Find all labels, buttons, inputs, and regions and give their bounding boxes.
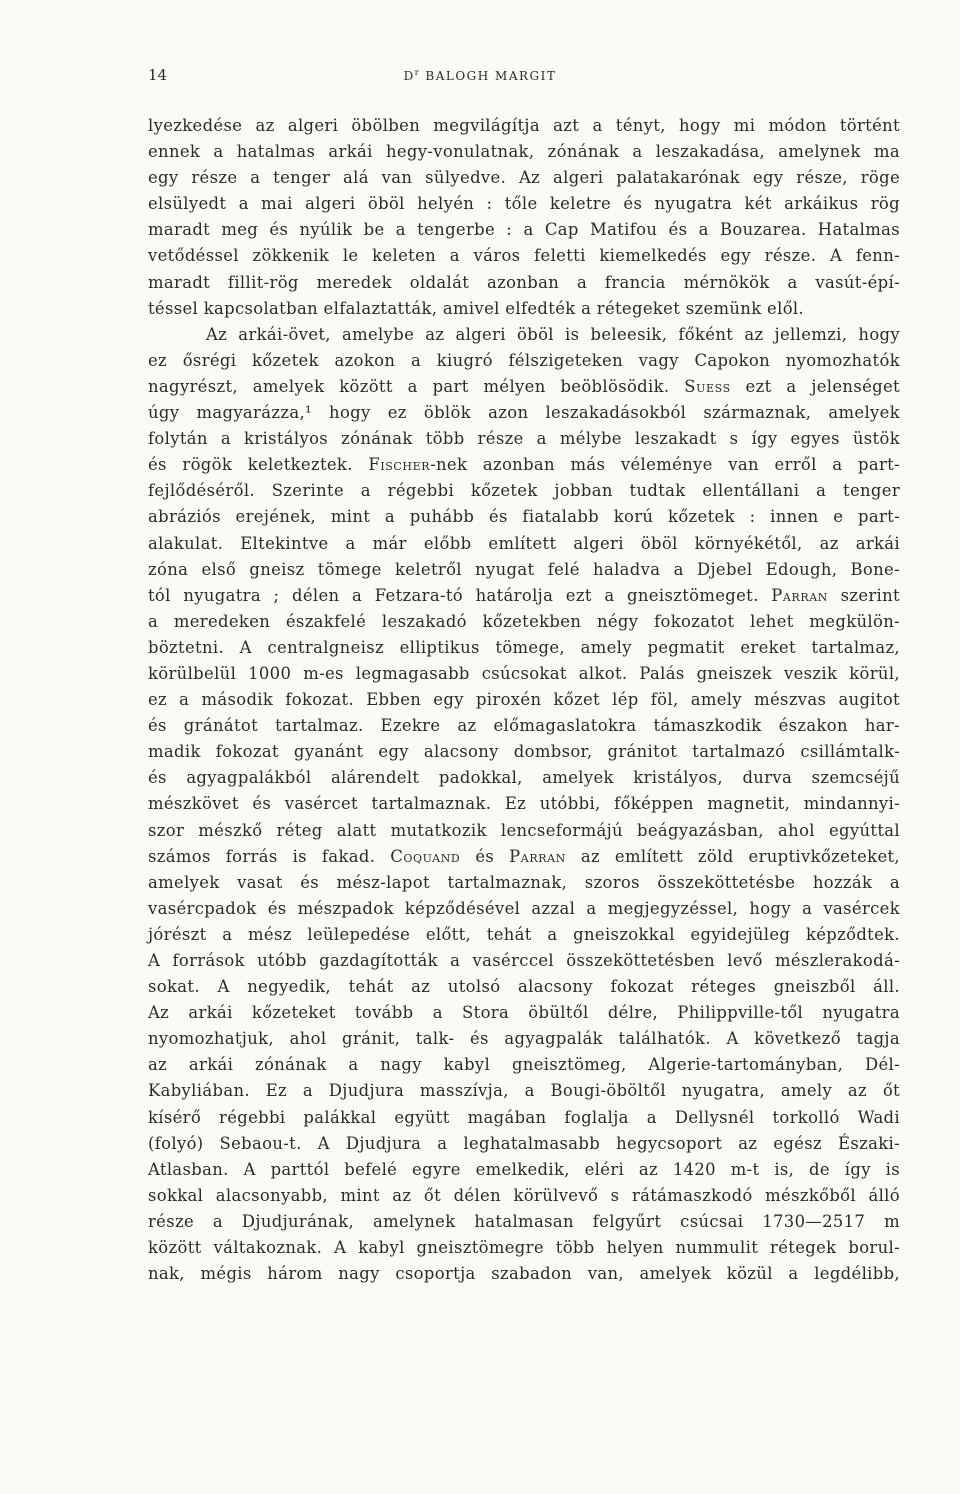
text-line <box>148 217 900 243</box>
text-line <box>148 296 900 322</box>
text-line <box>148 609 900 635</box>
text-segment: maradt meg és nyúlik be a tengerbe : a Cap Matifou és a Bouzarea. Hatalmas <box>148 220 900 240</box>
text-segment: amelyek vasat és mész-lapot tartalmaznak, szoros összeköttetésbe hozzák a <box>148 872 900 892</box>
text-line <box>148 713 900 739</box>
author-citation: Parran <box>771 585 828 605</box>
text-line <box>148 270 900 296</box>
text-segment: számos forrás is fakad. <box>148 846 391 866</box>
text-segment: zóna első gneisz tömege keletről nyugat felé haladva a Djebel Edough, Bone- <box>148 559 900 579</box>
text-line <box>148 1105 900 1131</box>
text-line <box>148 426 900 452</box>
text-segment: és rögök keletkeztek. <box>148 455 369 475</box>
text-line <box>148 1183 900 1209</box>
text-line <box>148 1026 900 1052</box>
author-prefix: D <box>403 69 415 83</box>
text-segment: egy része a tenger alá van sülyedve. Az algeri palatakarónak egy része, röge <box>148 168 900 188</box>
author-citation: Fischer <box>368 455 431 475</box>
text-line <box>148 1078 900 1104</box>
text-line <box>148 922 900 948</box>
text-line <box>148 818 900 844</box>
text-segment: elsülyedt a mai algeri öböl helyén : tőle keletre és nyugatra két arkáikus rög <box>148 194 900 214</box>
text-line <box>148 113 900 139</box>
text-segment: téssel kapcsolatban elfalaztatták, amivel elfedték a rétegeket szemünk elől. <box>148 298 805 318</box>
text-segment: madik fokozat gyanánt egy alacsony dombsor, gránitot tartalmazó csillámtalk- <box>148 742 900 762</box>
text-line <box>148 1157 900 1183</box>
text-line <box>148 1261 900 1287</box>
text-line <box>148 791 900 817</box>
text-segment: (folyó) Sebaou-t. A Djudjura a leghatalmasabb hegycsoport az egész Északi- <box>148 1133 900 1153</box>
author-citation: Parran <box>509 846 566 866</box>
text-line <box>148 1209 900 1235</box>
body-text <box>148 113 900 1287</box>
text-line <box>148 400 900 426</box>
text-line <box>148 165 900 191</box>
text-line <box>148 661 900 687</box>
text-line <box>148 974 900 1000</box>
text-line <box>148 844 900 870</box>
page-number: 14 <box>148 66 168 84</box>
text-line <box>148 322 900 348</box>
text-line <box>148 348 900 374</box>
text-segment: Az arkái-övet, amelybe az algeri öböl is beleesik, főként az jellemzi, hogy <box>206 324 900 344</box>
text-line <box>148 1131 900 1157</box>
text-segment: lyezkedése az algeri öbölben megvilágítja azt a tényt, hogy mi módon történt <box>148 116 900 135</box>
text-line <box>148 374 900 400</box>
text-segment: sokat. A negyedik, tehát az utolsó alacsony fokozat réteges gneiszből áll. <box>148 977 900 997</box>
text-segment: nak, mégis három nagy csoportja szabadon van, amelyek közül a legdélibb, <box>148 1264 900 1284</box>
text-line <box>148 452 900 478</box>
text-segment: mészkövet és vasércet tartalmaznak. Ez utóbbi, főképpen magnetit, mindannyi- <box>148 794 900 814</box>
text-line <box>148 139 900 165</box>
text-segment: nagyrészt, amelyek között a part mélyen beöblösödik. <box>148 376 685 396</box>
text-line <box>148 765 900 791</box>
text-segment: alakulat. Eltekintve a már előbb említett algeri öböl környékétől, az arkái <box>148 533 900 553</box>
text-line <box>148 948 900 974</box>
text-line <box>148 583 900 609</box>
text-line <box>148 531 900 557</box>
text-segment: abráziós erejének, mint a puhább és fiatalabb korú kőzetek : innen e part- <box>148 507 900 527</box>
text-segment: szor mészkő réteg alatt mutatkozik lencseformájú beágyazásban, ahol egyúttal <box>148 820 900 840</box>
text-line <box>148 243 900 269</box>
text-line <box>148 504 900 530</box>
text-segment: jórészt a mész leülepedése előtt, tehát a gneiszokkal egyidejüleg képződtek. <box>148 924 900 944</box>
text-segment: az említett zöld eruptivkőzeteket, <box>565 846 900 866</box>
text-segment: a meredeken északfelé leszakadó kőzetekben négy fokozatot lehet megkülön- <box>148 611 900 631</box>
text-segment: része a Djudjurának, amelynek hatalmasan felgyűrt csúcsai 1730—2517 m <box>148 1211 900 1231</box>
text-segment: úgy magyarázza,¹ hogy ez öblök azon leszakadásokból származnak, amelyek <box>148 403 900 423</box>
text-segment: és <box>460 846 510 866</box>
text-segment: kísérő régebbi palákkal együtt magában foglalja a Dellysnél torkolló Wadi <box>148 1107 900 1127</box>
text-segment: nyomozhatjuk, ahol gránit, talk- és agyagpalák találhatók. A következő tagja <box>148 1029 900 1049</box>
text-line <box>148 635 900 661</box>
text-segment: körülbelül 1000 m-es legmagasabb csúcsokat alkot. Palás gneiszek veszik körül, <box>148 663 900 683</box>
text-line <box>148 557 900 583</box>
author-prefix-sup: r <box>414 68 421 77</box>
text-segment: fejlődéséről. Szerinte a régebbi kőzetek jobban tudtak ellentállani a tenger <box>148 481 900 501</box>
text-line <box>148 870 900 896</box>
text-segment: és agyagpalákból alárendelt padokkal, amelyek kristályos, durva szemcséjű <box>148 768 900 788</box>
text-line <box>148 1052 900 1078</box>
text-segment: és gránátot tartalmaz. Ezekre az előmagaslatokra támaszkodik északon har- <box>148 716 900 736</box>
author-name: BALOGH MARGIT <box>425 69 557 83</box>
text-line <box>148 1000 900 1026</box>
text-segment: között váltakoznak. A kabyl gneisztömegre több helyen nummulit rétegek borul- <box>148 1238 900 1258</box>
text-segment: maradt fillit-rög meredek oldalát azonban a francia mérnökök a vasút-épí- <box>148 272 900 292</box>
text-segment: folytán a kristályos zónának több része a mélybe leszakadt s így egyes üstök <box>148 429 900 449</box>
text-segment: ez a második fokozat. Ebben egy piroxén kőzet lép föl, amely mészvas augitot <box>148 690 900 710</box>
text-segment: szerint <box>827 585 900 605</box>
text-line <box>148 1235 900 1261</box>
text-segment: Az arkái kőzeteket tovább a Stora öbültől délre, Philippville-től nyugatra <box>148 1003 900 1023</box>
author-citation: Coquand <box>390 846 461 866</box>
text-segment: ez ősrégi kőzetek azokon a kiugró félszigeteken vagy Capokon nyomozhatók <box>148 350 900 370</box>
text-line <box>148 739 900 765</box>
text-segment: -nek azonban más véleménye van erről a part- <box>430 455 900 475</box>
text-segment: vasércpadok és mészpadok képződésével azzal a megjegyzéssel, hogy a vasércek <box>148 898 900 918</box>
text-segment: Kabyliában. Ez a Djudjura masszívja, a Bougi-öböltől nyugatra, amely az őt <box>148 1081 900 1101</box>
text-segment: tól nyugatra ; délen a Fetzara-tó határolja ezt a gneisztömeget. <box>148 585 772 605</box>
text-segment: ennek a hatalmas arkái hegy-vonulatnak, zónának a leszakadása, amelynek ma <box>148 142 900 162</box>
text-line <box>148 478 900 504</box>
text-segment: az arkái zónának a nagy kabyl gneisztömeg, Algerie-tartományban, Dél- <box>148 1055 900 1075</box>
text-segment: Atlasban. A parttól befelé egyre emelkedik, eléri az 1420 m-t is, de így is <box>148 1159 900 1179</box>
author-citation: Suess <box>684 376 731 396</box>
running-head <box>0 68 960 83</box>
text-segment: böztetni. A centralgneisz elliptikus tömege, amely pegmatit ereket tartalmaz, <box>148 637 900 657</box>
text-segment: vetődéssel zökkenik le keleten a város feletti kiemelkedés egy része. A fenn- <box>148 246 900 266</box>
text-line <box>148 191 900 217</box>
text-segment: ezt a jelenséget <box>730 376 900 396</box>
text-line <box>148 896 900 922</box>
text-line <box>148 687 900 713</box>
text-segment: A források utóbb gazdagították a vasérccel összeköttetésben levő mészlerakodá- <box>148 951 900 970</box>
text-segment: sokkal alacsonyabb, mint az őt délen körülvevő s rátámaszkodó mészkőből álló <box>148 1185 900 1205</box>
